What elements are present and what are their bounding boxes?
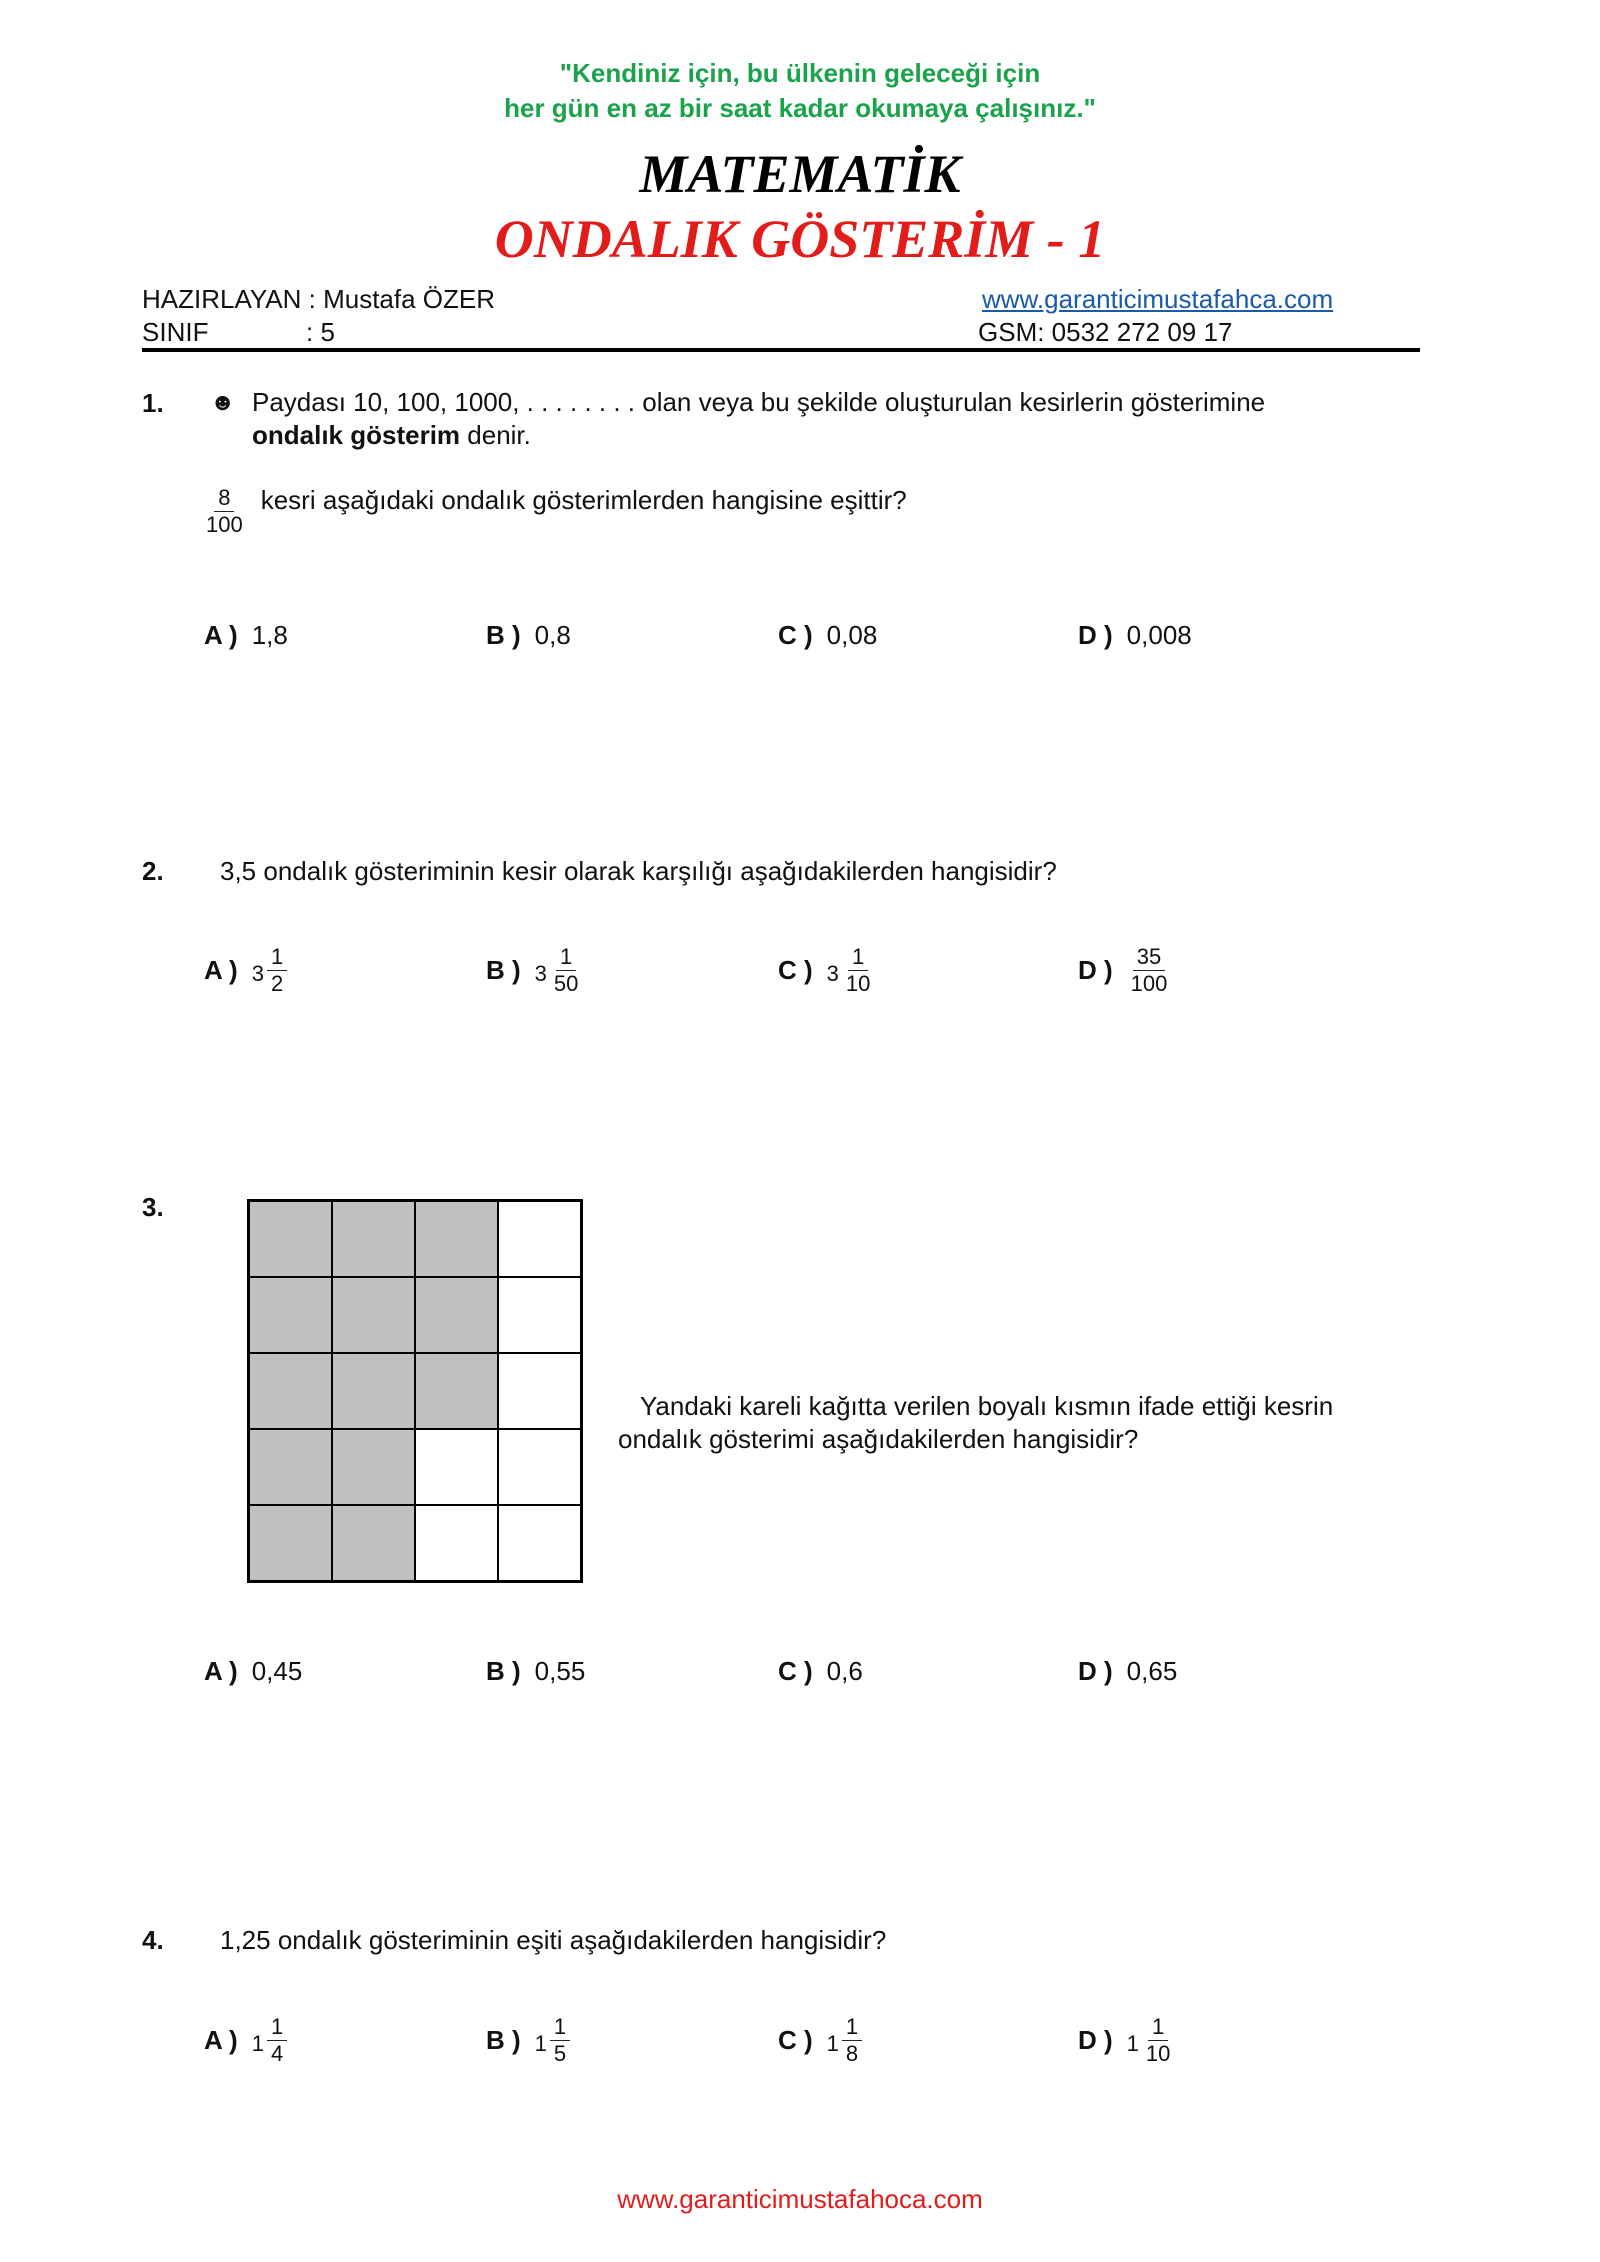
q4-option-b[interactable]: B ) 1 $\frac{1}{5}$ bbox=[486, 2014, 570, 2067]
grid-paper-figure bbox=[247, 1199, 583, 1583]
q4-option-c[interactable]: C ) 1 $\frac{1}{8}$ bbox=[778, 2014, 862, 2067]
grid-cell-shaded bbox=[249, 1201, 332, 1277]
question-2-number: 2. bbox=[142, 856, 164, 886]
class-value: : 5 bbox=[306, 317, 335, 347]
grid-cell-shaded bbox=[332, 1201, 415, 1277]
motto-line-2: her gün en az bir saat kadar okumaya çalışınız." bbox=[504, 93, 1096, 123]
fraction-numerator: 8 bbox=[214, 485, 234, 512]
q1-option-c[interactable]: C ) 0,08 bbox=[778, 620, 878, 650]
author-label: HAZIRLAYAN : Mustafa ÖZER bbox=[142, 284, 496, 314]
mixed-fraction: 3 $\frac{1}{10}$ bbox=[826, 944, 871, 996]
grid-cell-shaded bbox=[332, 1353, 415, 1429]
website-link[interactable]: www.garanticimustafahca.com bbox=[982, 284, 1334, 314]
q1-option-b[interactable]: B ) 0,8 bbox=[486, 620, 571, 650]
mixed-fraction: 1 $\frac{1}{10}$ bbox=[1126, 2014, 1171, 2066]
question-1-intro-line-1: Paydası 10, 100, 1000, . . . . . . . . olan veya bu şekilde oluşturulan kesirlerin gösterimine bbox=[252, 387, 1266, 417]
grid-cell-empty bbox=[498, 1505, 581, 1581]
gsm-number: GSM: 0532 272 09 17 bbox=[978, 317, 1233, 347]
page-title: MATEMATİK bbox=[639, 144, 961, 204]
smiley-bullet-icon: ☻ bbox=[210, 389, 236, 416]
footer-website[interactable]: www.garanticimustafahoca.com bbox=[617, 2184, 983, 2214]
q2-option-a[interactable]: A ) 3 $\frac{1}{2}$ bbox=[204, 944, 287, 997]
question-3-text-line-1: Yandaki kareli kağıtta verilen boyalı kısmın ifade ettiği kesrin bbox=[640, 1391, 1334, 1421]
grid-cell-empty bbox=[498, 1353, 581, 1429]
grid-cell-shaded bbox=[249, 1277, 332, 1353]
q2-option-c[interactable]: C ) 3 $\frac{1}{10}$ bbox=[778, 944, 874, 997]
grid-cell-shaded bbox=[332, 1429, 415, 1505]
mixed-fraction: 1 $\frac{1}{8}$ bbox=[827, 2014, 863, 2067]
grid-cell-empty bbox=[498, 1277, 581, 1353]
mixed-fraction: 3 $\frac{1}{2}$ bbox=[252, 944, 288, 997]
grid-cell-shaded bbox=[332, 1505, 415, 1581]
grid-cell-shaded bbox=[415, 1353, 498, 1429]
question-1-text: kesri aşağıdaki ondalık gösterimlerden hangisine eşittir? bbox=[260, 485, 907, 515]
question-4-text: 1,25 ondalık gösteriminin eşiti aşağıdakilerden hangisidir? bbox=[220, 1925, 887, 1955]
question-1-stem bbox=[202, 485, 907, 538]
term-bold: ondalık gösterim bbox=[252, 420, 461, 450]
mixed-fraction: 1 $\frac{1}{5}$ bbox=[535, 2014, 571, 2067]
question-1-number: 1. bbox=[142, 388, 164, 418]
grid-cell-shaded bbox=[332, 1277, 415, 1353]
q3-option-c[interactable]: C ) 0,6 bbox=[778, 1656, 863, 1686]
grid-cell-empty bbox=[498, 1201, 581, 1277]
q3-option-b[interactable]: B ) 0,55 bbox=[486, 1656, 586, 1686]
q4-option-d[interactable]: D ) 1 $\frac{1}{10}$ bbox=[1078, 2014, 1174, 2067]
q2-option-d[interactable]: D ) $\frac{35}{100}$ bbox=[1078, 944, 1171, 997]
q2-option-b[interactable]: B ) 3 $\frac{1}{50}$ bbox=[486, 944, 582, 997]
motto-line-1: "Kendiniz için, bu ülkenin geleceği için bbox=[559, 58, 1041, 88]
question-3-text-line-2: ondalık gösterimi aşağıdakilerden hangisidir? bbox=[618, 1424, 1139, 1454]
question-2-text: 3,5 ondalık gösteriminin kesir olarak karşılığı aşağıdakilerden hangisidir? bbox=[220, 856, 1057, 886]
q1-option-a[interactable]: A ) 1,8 bbox=[204, 620, 288, 650]
mixed-fraction: 1 $\frac{1}{4}$ bbox=[252, 2014, 288, 2067]
grid-cell-empty bbox=[498, 1429, 581, 1505]
question-1-intro-line-2 bbox=[252, 419, 531, 452]
grid-cell-shaded bbox=[415, 1201, 498, 1277]
grid-cell-shaded bbox=[249, 1429, 332, 1505]
grid-cell-shaded bbox=[415, 1277, 498, 1353]
header-divider bbox=[142, 348, 1420, 352]
grid-cell-shaded bbox=[249, 1505, 332, 1581]
q3-option-d[interactable]: D ) 0,65 bbox=[1078, 1656, 1178, 1686]
question-3-number: 3. bbox=[142, 1192, 164, 1222]
q1-option-d[interactable]: D ) 0,008 bbox=[1078, 620, 1192, 650]
fraction: $\frac{35}{100}$ bbox=[1130, 944, 1168, 996]
mixed-fraction: 3 $\frac{1}{50}$ bbox=[534, 944, 579, 996]
fraction-8-over-100 bbox=[202, 485, 247, 538]
grid-cell-empty bbox=[415, 1505, 498, 1581]
grid-cell-empty bbox=[415, 1429, 498, 1505]
page-subtitle: ONDALIK GÖSTERİM - 1 bbox=[494, 209, 1106, 269]
question-4-number: 4. bbox=[142, 1925, 164, 1955]
grid-cell-shaded bbox=[249, 1353, 332, 1429]
fraction-denominator: 100 bbox=[206, 512, 243, 537]
q4-option-a[interactable]: A ) 1 $\frac{1}{4}$ bbox=[204, 2014, 287, 2067]
class-label: SINIF bbox=[142, 317, 209, 347]
q3-option-a[interactable]: A ) 0,45 bbox=[204, 1656, 303, 1686]
term-rest: denir. bbox=[460, 420, 531, 450]
